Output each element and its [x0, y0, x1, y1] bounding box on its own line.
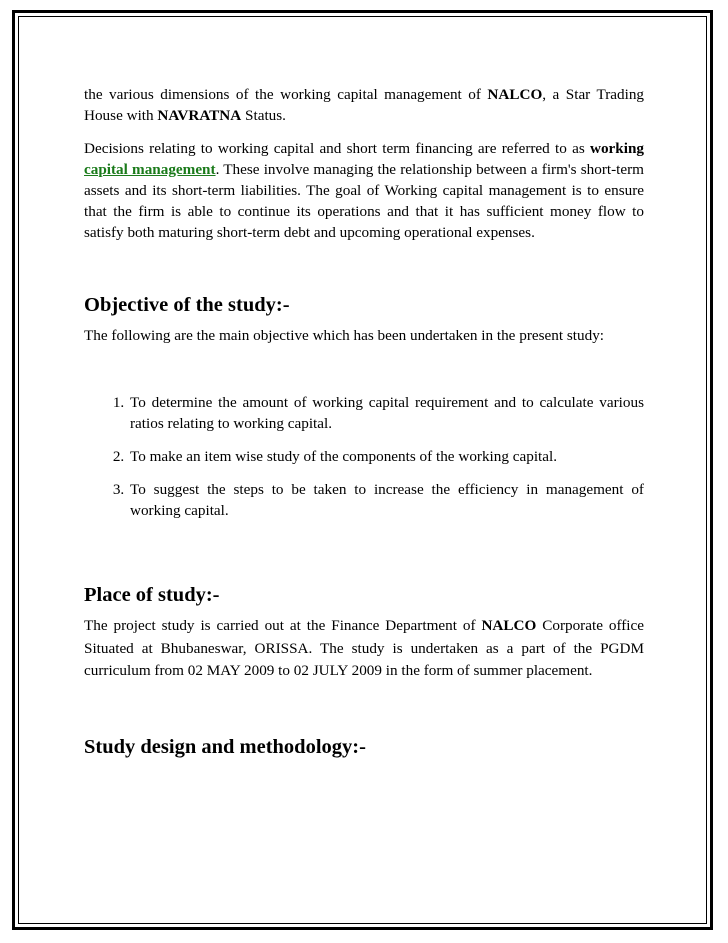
- definition-text: . These involve managing the relationship between a firm's short-term assets and its short-term liabilities. The goal of Working capital management is to ensure that the firm is able to continue its operations and that it has sufficient money flow to satisfy both maturing short-term debt and upcoming operational expenses.: [84, 161, 644, 241]
- objective-intro: The following are the main objective which has been undertaken in the present study:: [84, 327, 605, 344]
- place-text: The project study is carried out at the Finance Department of: [84, 617, 482, 634]
- objective-item: 1. To determine the amount of working capital requirement and to calculate various ratios relating to working capital.: [128, 392, 644, 434]
- place-paragraph: [84, 615, 644, 683]
- intro-text: the various dimensions of the working capital management of: [84, 86, 488, 103]
- objective-item: 2. To make an item wise study of the components of the working capital.: [128, 446, 644, 467]
- objective-item: 3. To suggest the steps to be taken to increase the efficiency in management of working capital.: [128, 479, 644, 521]
- definition-text: Decisions relating to working capital and short term financing are referred to as: [84, 140, 590, 157]
- intro-text: , a Star Trading House with: [84, 86, 645, 124]
- objectives-list: [84, 392, 644, 521]
- place-text: Corporate office Situated at Bhubaneswar, ORISSA. The study is undertaken as a part of the PGDM curriculum from 02 MAY 2009 to 02 JULY 2009 in the form of summer placement.: [84, 617, 644, 679]
- intro-paragraph: [84, 84, 644, 126]
- status-name: NAVRATNA: [157, 107, 242, 124]
- objective-heading: Objective of the study:-: [84, 294, 290, 316]
- document-content: [84, 84, 644, 767]
- company-name: NALCO: [481, 617, 537, 634]
- keyword-working: working: [589, 140, 644, 157]
- capital-management-link[interactable]: capital management: [84, 161, 216, 178]
- intro-text: Status.: [241, 107, 286, 124]
- definition-paragraph: [84, 138, 644, 243]
- company-name: NALCO: [487, 86, 543, 103]
- design-heading: Study design and methodology:-: [84, 735, 366, 758]
- place-heading: Place of study:-: [84, 584, 220, 606]
